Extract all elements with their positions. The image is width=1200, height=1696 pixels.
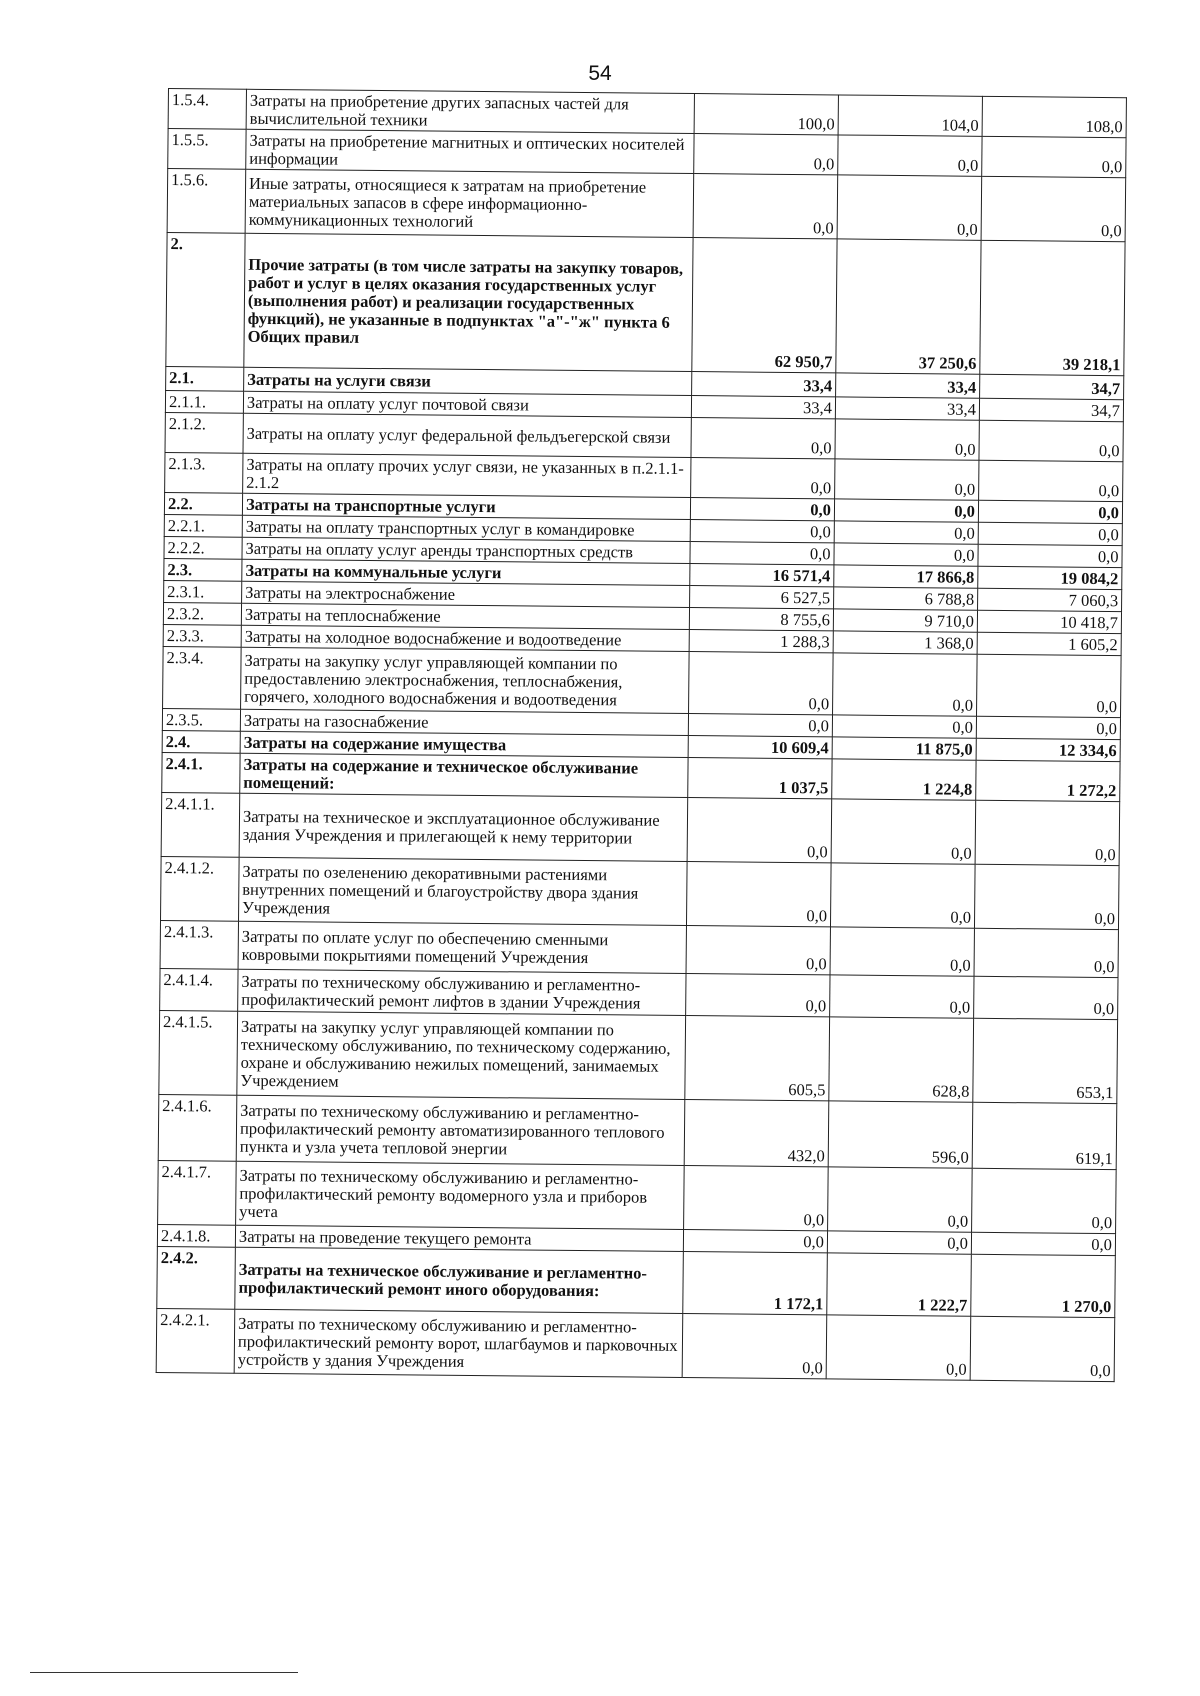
row-description: Затраты по техническому обслуживанию и регламентно-профилактический ремонт лифтов в здании Учреждения xyxy=(238,969,686,1015)
value-year-1: 33,4 xyxy=(691,396,835,419)
row-description: Затраты на содержание и техническое обслуживание помещений: xyxy=(240,753,688,797)
value-year-2: 1 224,8 xyxy=(832,759,976,800)
value-year-1: 1 037,5 xyxy=(688,758,832,799)
value-year-2: 0,0 xyxy=(830,927,974,976)
row-description: Затраты на оплату прочих услуг связи, не указанных в п.2.1.1-2.1.2 xyxy=(243,453,691,497)
row-description: Затраты на проведение текущего ремонта xyxy=(235,1225,683,1251)
row-description: Затраты на газоснабжение xyxy=(240,709,688,735)
value-year-1: 0,0 xyxy=(690,520,834,543)
value-year-1: 605,5 xyxy=(685,1016,830,1101)
row-number: 2.2. xyxy=(164,492,242,515)
value-year-2: 0,0 xyxy=(826,1315,971,1380)
value-year-2: 17 866,8 xyxy=(834,565,978,588)
row-number: 2.4.1.3. xyxy=(160,920,238,969)
value-year-1: 0,0 xyxy=(686,862,831,927)
row-number: 2.4.1.6. xyxy=(158,1094,237,1161)
value-year-3: 7 060,3 xyxy=(978,588,1122,611)
value-year-1: 0,0 xyxy=(682,1313,827,1378)
value-year-3: 619,1 xyxy=(972,1102,1117,1169)
value-year-3: 19 084,2 xyxy=(978,566,1122,589)
value-year-2: 33,4 xyxy=(835,397,979,420)
value-year-3: 0,0 xyxy=(979,460,1123,501)
value-year-2: 37 250,6 xyxy=(836,239,981,374)
value-year-1: 100,0 xyxy=(694,94,838,135)
value-year-2: 104,0 xyxy=(838,95,982,136)
value-year-1: 0,0 xyxy=(691,458,835,499)
value-year-1: 0,0 xyxy=(688,714,832,737)
value-year-3: 39 218,1 xyxy=(980,240,1125,375)
value-year-2: 9 710,0 xyxy=(833,609,977,632)
value-year-1: 0,0 xyxy=(694,134,838,175)
row-number: 2.1.2. xyxy=(165,412,243,453)
row-number: 2.1.3. xyxy=(165,452,243,493)
row-number: 2. xyxy=(166,232,245,367)
value-year-3: 653,1 xyxy=(973,1018,1118,1103)
value-year-2: 33,4 xyxy=(836,373,980,398)
row-number: 2.1. xyxy=(166,366,244,391)
row-description: Затраты на техническое обслуживание и регламентно-профилактический ремонт иного оборудования: xyxy=(235,1247,684,1313)
value-year-1: 0,0 xyxy=(689,652,834,715)
value-year-1: 10 609,4 xyxy=(688,736,832,759)
row-description: Затраты на электроснабжение xyxy=(242,581,690,607)
row-number: 2.4.2.1. xyxy=(156,1308,235,1373)
row-description: Затраты на закупку услуг управляющей компании по техническому обслуживанию, по техническому содержанию, охране и обслуживанию нежилых помещений, занимаемых Учреждением xyxy=(237,1011,686,1099)
value-year-1: 33,4 xyxy=(692,372,836,397)
value-year-1: 0,0 xyxy=(686,926,830,975)
row-number: 2.1.1. xyxy=(165,390,243,413)
value-year-2: 0,0 xyxy=(830,863,975,928)
row-number: 2.3.5. xyxy=(162,708,240,731)
value-year-2: 0,0 xyxy=(831,799,976,864)
value-year-1: 432,0 xyxy=(684,1100,829,1167)
row-description: Затраты по техническому обслуживанию и регламентно-профилактический ремонту ворот, шлагбаумов и парковочных устройств у здания Учреждения xyxy=(234,1309,683,1377)
value-year-3: 0,0 xyxy=(978,544,1122,567)
value-year-3: 0,0 xyxy=(974,928,1118,977)
row-number: 2.4.1.5. xyxy=(159,1010,238,1095)
table-row xyxy=(167,169,1126,242)
value-year-3: 0,0 xyxy=(978,500,1122,523)
row-description: Затраты на оплату транспортных услуг в командировке xyxy=(242,515,690,541)
value-year-1: 0,0 xyxy=(686,974,830,1017)
value-year-3: 0,0 xyxy=(978,522,1122,545)
row-description: Затраты на закупку услуг управляющей компании по предоставлению электроснабжения, теплоснабжения, горячего, холодного водоснабжения и водоотведения xyxy=(241,647,690,713)
table-body xyxy=(156,89,1126,1382)
row-number: 2.4.1.8. xyxy=(157,1224,235,1247)
value-year-1: 16 571,4 xyxy=(690,564,834,587)
value-year-3: 0,0 xyxy=(981,176,1126,241)
row-description: Затраты по оплате услуг по обеспечению сменными ковровыми покрытиями помещений Учреждения xyxy=(238,921,686,973)
row-number: 2.3.1. xyxy=(164,580,242,603)
row-description: Затраты по техническому обслуживанию и регламентно-профилактический ремонту водомерного узла и приборов учета xyxy=(236,1161,685,1229)
value-year-3: 0,0 xyxy=(977,654,1122,717)
value-year-2: 596,0 xyxy=(828,1101,973,1168)
row-number: 2.4.1.7. xyxy=(158,1160,237,1225)
row-description: Затраты на теплоснабжение xyxy=(241,603,689,629)
row-number: 2.3. xyxy=(164,558,242,581)
row-description: Затраты на содержание имущества xyxy=(240,731,688,757)
value-year-2: 628,8 xyxy=(829,1017,974,1102)
row-description: Иные затраты, относящиеся к затратам на приобретение материальных запасов в сфере информационно-коммуникационных технологий xyxy=(245,169,694,237)
value-year-2: 0,0 xyxy=(835,459,979,500)
row-number: 2.4. xyxy=(162,730,240,753)
value-year-3: 108,0 xyxy=(982,96,1126,137)
value-year-2: 0,0 xyxy=(837,175,982,240)
row-description: Затраты на коммунальные услуги xyxy=(242,559,690,585)
value-year-2: 1 222,7 xyxy=(827,1253,972,1316)
table-row xyxy=(166,232,1125,375)
table-row xyxy=(161,792,1120,865)
value-year-3: 0,0 xyxy=(976,716,1120,739)
row-number: 1.5.4. xyxy=(168,89,246,130)
value-year-1: 0,0 xyxy=(684,1166,829,1231)
value-year-2: 0,0 xyxy=(832,715,976,738)
row-description: Затраты на транспортные услуги xyxy=(242,493,690,519)
value-year-1: 1 288,3 xyxy=(689,630,833,653)
value-year-3: 0,0 xyxy=(979,420,1123,461)
value-year-2: 0,0 xyxy=(830,975,974,1018)
value-year-1: 0,0 xyxy=(690,498,834,521)
table-row xyxy=(156,1308,1115,1381)
row-description: Затраты на оплату услуг федеральной фельдъегерской связи xyxy=(243,413,691,457)
row-description: Затраты на техническое и эксплуатационное обслуживание здания Учреждения и прилегающей к нему территории xyxy=(239,793,688,861)
row-number: 2.3.2. xyxy=(163,602,241,625)
value-year-1: 0,0 xyxy=(691,418,835,459)
row-description: Прочие затраты (в том числе затраты на закупку товаров, работ и услуг в целях оказания государственных услуг (выполнения работ) и реализации государственных функций), не указанные в подпунктах "а"-"ж" пункта 6 Общих правил xyxy=(244,233,693,371)
budget-table-container xyxy=(156,88,1126,1382)
row-description: Затраты на холодное водоснабжение и водоотведение xyxy=(241,625,689,651)
row-number: 2.2.1. xyxy=(164,514,242,537)
row-number: 2.4.1.4. xyxy=(160,968,238,1011)
row-description: Затраты на оплату услуг аренды транспортных средств xyxy=(242,537,690,563)
row-description: Затраты по техническому обслуживанию и регламентно-профилактический ремонту автоматизированного теплового пункта и узла учета тепловой энергии xyxy=(236,1095,685,1165)
row-number: 2.3.3. xyxy=(163,624,241,647)
value-year-3: 0,0 xyxy=(974,976,1118,1019)
table-row xyxy=(163,646,1122,717)
row-number: 2.2.2. xyxy=(164,536,242,559)
footnote-separator-line xyxy=(30,1672,298,1673)
row-description: Затраты на приобретение магнитных и оптических носителей информации xyxy=(246,129,694,173)
row-number: 2.3.4. xyxy=(163,646,242,709)
value-year-2: 0,0 xyxy=(834,543,978,566)
value-year-2: 0,0 xyxy=(835,419,979,460)
table-row xyxy=(158,1160,1117,1233)
value-year-3: 34,7 xyxy=(980,374,1124,399)
value-year-3: 1 270,0 xyxy=(971,1254,1116,1317)
row-description: Затраты на приобретение других запасных частей для вычислительной техники xyxy=(246,89,694,133)
value-year-2: 0,0 xyxy=(838,135,982,176)
value-year-3: 0,0 xyxy=(982,136,1126,177)
value-year-2: 6 788,8 xyxy=(834,587,978,610)
value-year-3: 0,0 xyxy=(972,1168,1117,1233)
value-year-3: 0,0 xyxy=(970,1316,1115,1381)
table-row xyxy=(161,856,1120,929)
value-year-3: 0,0 xyxy=(975,800,1120,865)
value-year-2: 0,0 xyxy=(828,1167,973,1232)
value-year-2: 11 875,0 xyxy=(832,737,976,760)
row-number: 2.4.1.2. xyxy=(161,856,240,921)
budget-table xyxy=(156,88,1127,1382)
value-year-3: 12 334,6 xyxy=(976,738,1120,761)
value-year-3: 0,0 xyxy=(971,1232,1115,1255)
value-year-3: 0,0 xyxy=(974,864,1119,929)
table-row xyxy=(157,1246,1116,1317)
value-year-2: 1 368,0 xyxy=(833,631,977,654)
page-number: 54 xyxy=(588,62,612,85)
value-year-3: 1 605,2 xyxy=(977,632,1121,655)
value-year-3: 34,7 xyxy=(979,398,1123,421)
row-number: 2.4.1. xyxy=(162,752,240,793)
value-year-1: 6 527,5 xyxy=(690,586,834,609)
value-year-1: 8 755,6 xyxy=(689,608,833,631)
value-year-1: 0,0 xyxy=(683,1230,827,1253)
row-number: 1.5.5. xyxy=(168,129,246,170)
value-year-3: 1 272,2 xyxy=(976,760,1120,801)
row-number: 2.4.1.1. xyxy=(161,792,240,857)
table-row xyxy=(159,1010,1118,1103)
value-year-1: 0,0 xyxy=(693,174,838,239)
value-year-3: 10 418,7 xyxy=(977,610,1121,633)
value-year-2: 0,0 xyxy=(834,521,978,544)
row-description: Затраты на оплату услуг почтовой связи xyxy=(243,391,691,417)
value-year-2: 0,0 xyxy=(827,1231,971,1254)
value-year-1: 1 172,1 xyxy=(683,1252,828,1315)
row-description: Затраты на услуги связи xyxy=(244,367,692,395)
table-row xyxy=(158,1094,1117,1169)
row-number: 2.4.2. xyxy=(157,1246,236,1309)
row-description: Затраты по озеленению декоративными растениями внутренних помещений и благоустройству двора здания Учреждения xyxy=(239,857,688,925)
value-year-2: 0,0 xyxy=(834,499,978,522)
row-number: 1.5.6. xyxy=(167,169,246,234)
value-year-1: 0,0 xyxy=(690,542,834,565)
value-year-1: 0,0 xyxy=(687,798,832,863)
value-year-1: 62 950,7 xyxy=(692,238,837,373)
value-year-2: 0,0 xyxy=(833,653,978,716)
